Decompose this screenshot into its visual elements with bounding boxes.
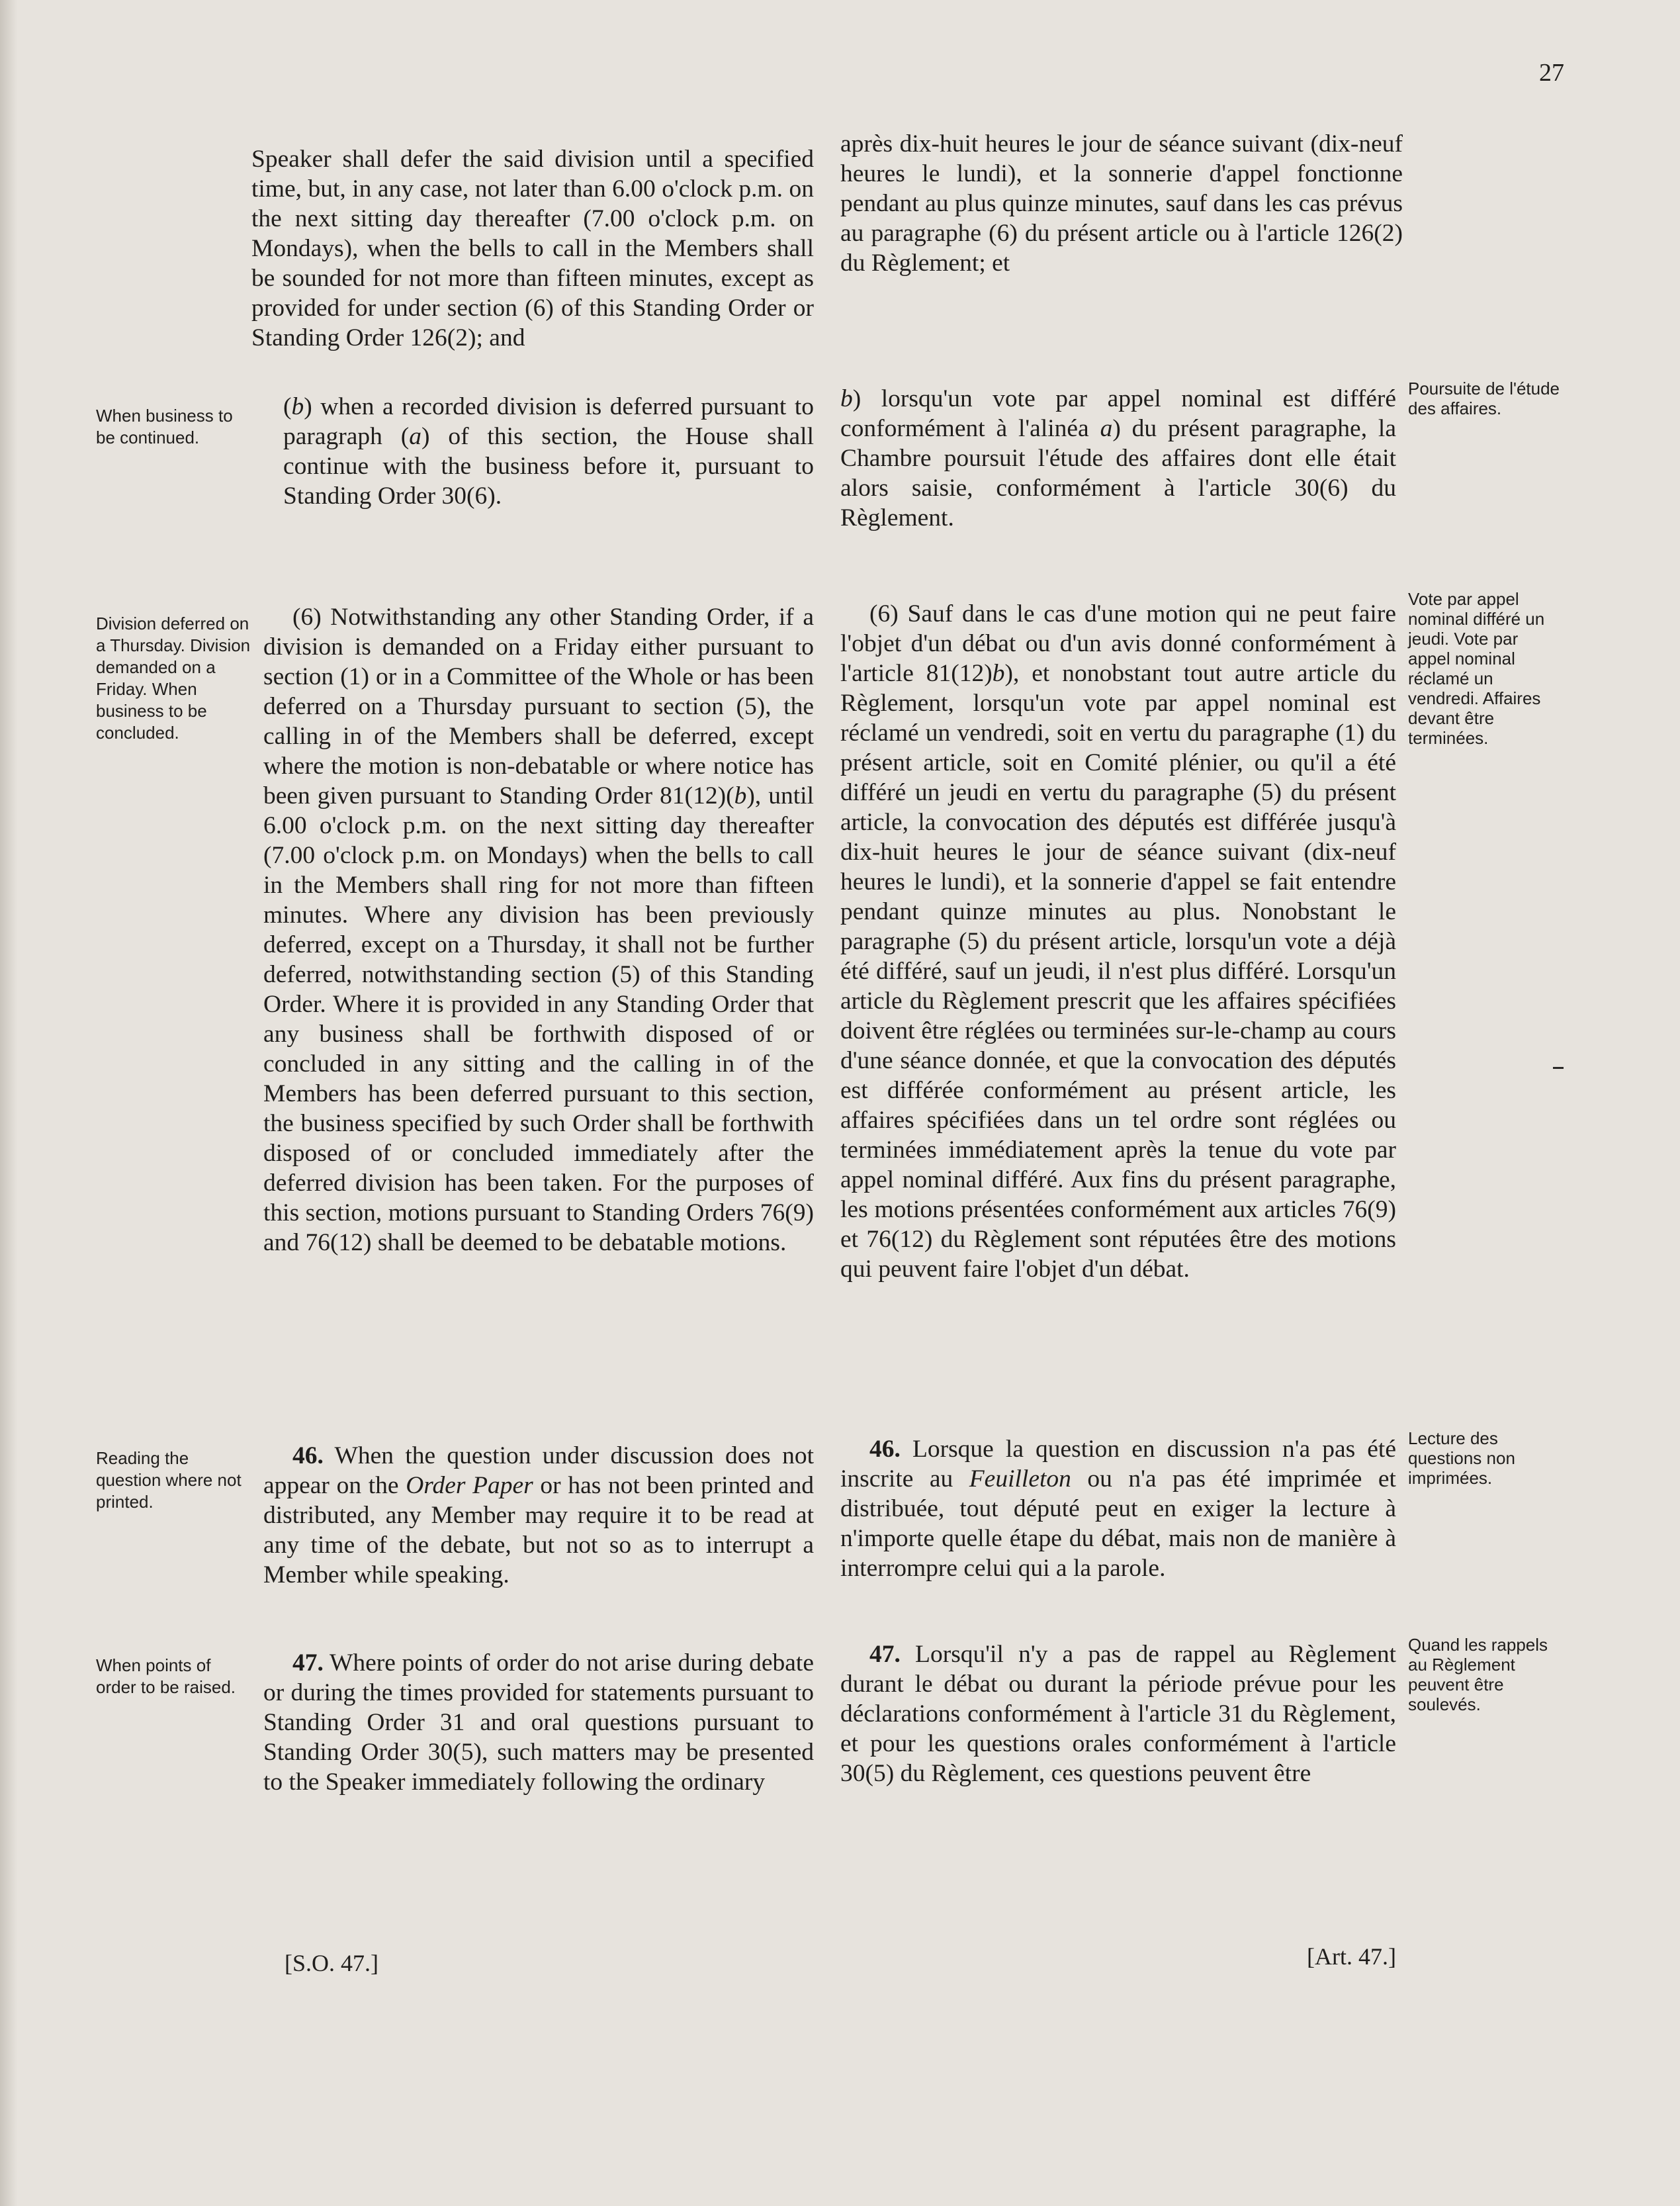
fr-section-6: (6) Sauf dans le cas d'une motion qui ne peut faire l'objet d'un débat ou d'un avis donné conformément à l'article 81(12)b), et nonobstant tout autre article du Règlement, lorsqu'un vote par appel nominal est réclamé un vendredi, soit en vertu du paragraphe (1) du présent article, soit en Comité plénier, ou qu'il a été différé un jeudi en vertu du paragraphe (5) du présent article, la convocation des députés est différée jusqu'à dix-huit heures le jour de séance suivant (dix-neuf heures le lundi), et la sonnerie d'appel se fait entendre pendant quinze minutes au plus. Nonobstant le paragraphe (5) du présent article, lorsqu'un vote a déjà été différé, sauf un jeudi, il n'est plus différé. Lorsqu'un article du Règlement prescrit que les affaires spécifiées doivent être réglées ou terminées sur-le-champ au cours d'une séance donnée, et que la convocation des députés est différée conformément au présent article, les affaires spécifiées dans un tel ordre sont réglées ou terminées immédiatement après la tenue du vote par appel nominal différé. Aux fins du présent paragraphe, les motions présentées conformément aux articles 76(9) et 76(12) du Règlement sont réputées être des motions qui peuvent faire l'objet d'un débat.: [840, 600, 1396, 1283]
fr-para-a-continued: après dix-huit heures le jour de séance suivant (dix-neuf heures le lundi), et la sonnerie d'appel fonctionne pendant au plus quinze minutes, sauf dans les cas prévus au paragraphe (6) du présent article ou à l'article 126(2) du Règlement; et: [840, 130, 1403, 277]
en-para-a-continued: Speaker shall defer the said division until a specified time, but, in any case, not later than 6.00 o'clock p.m. on the next sitting day thereafter (7.00 o'clock p.m. on Mondays), when the bells to call in the Members shall be sounded for not more than fifteen minutes, except as provided for under section (6) of this Standing Order or Standing Order 126(2); and: [251, 146, 814, 351]
page-number: 27: [1539, 59, 1564, 87]
side-note-points-of-order: When points of order to be raised.: [96, 1655, 236, 1697]
en-section-6: (6) Notwithstanding any other Standing Order, if a division is demanded on a Friday either pursuant to section (1) or in a Committee of the Whole or has been deferred on a Thursday pursuant to section (5), the calling in of the Members shall be deferred, except where the motion is non-debatable or where notice has been given pursuant to Standing Order 81(12)(b), until 6.00 o'clock p.m. on the next sitting day thereafter (7.00 o'clock p.m. on Mondays) when the bells to call in the Members shall ring for not more than fifteen minutes. Where any division has been previously deferred, except on a Thursday, it shall not be further deferred, notwithstanding section (5) of this Standing Order. Where it is provided in any Standing Order that any business shall be forthwith disposed of or concluded in any sitting and the calling in of the Members has been deferred pursuant to this section, the business specified by such Order shall be forthwith disposed of or concluded immediately after the deferred division has been taken. For the purposes of this section, motions pursuant to Standing Orders 76(9) and 76(12) shall be deemed to be debatable motions.: [263, 604, 815, 1256]
side-note-business-continued: When business to be continued.: [96, 406, 233, 447]
page-edge-shadow: [0, 0, 17, 2206]
en-standing-order-46: 46. When the question under discussion does not appear on the Order Paper or has not been printed and distributed, any Member may require it to be read at any time of the debate, but not so as to interrupt a Member while speaking.: [263, 1442, 815, 1588]
side-note-reading-question: Reading the question where not printed.: [96, 1448, 242, 1512]
fr-article-46: 46. Lorsque la question en discussion n'a pas été inscrite au Feuilleton ou n'a pas été imprimée et distribuée, tout député peut en exiger la lecture à n'importe quelle étape du débat, mais non de manière à interrompre celui qui a la parole.: [840, 1436, 1396, 1582]
side-note-lecture: Lecture des questions non imprimées.: [1408, 1428, 1515, 1488]
fr-para-b: b) lorsqu'un vote par appel nominal est différé conformément à l'alinéa a) du présent paragraphe, la Chambre poursuit l'étude des affaires dont elle était alors saisie, conformément à l'article 30(6) du Règlement.: [840, 385, 1396, 531]
side-note-rappels: Quand les rappels au Règlement peuvent être soulevés.: [1408, 1635, 1548, 1714]
fr-article-47: 47. Lorsqu'il n'y a pas de rappel au Règlement durant le débat ou durant la période prévue pour les déclarations conformément à l'article 31 du Règlement, et pour les questions orales conformément à l'article 30(5) du Règlement, ces questions peuvent être: [840, 1641, 1396, 1787]
side-note-vote-appel: Vote par appel nominal différé un jeudi. Vote par appel nominal réclamé un vendredi. Affaires devant être terminées.: [1408, 589, 1545, 748]
footer-reference-fr: [Art. 47.]: [1307, 1943, 1396, 1970]
side-note-division-deferred: Division deferred on a Thursday. Division demanded on a Friday. When business to be concluded.: [96, 614, 251, 743]
margin-dash: [1553, 1067, 1564, 1069]
en-standing-order-47: 47. Where points of order do not arise during debate or during the times provided for statements pursuant to Standing Order 31 and oral questions pursuant to Standing Order 30(5), such matters may be presented to the Speaker immediately following the ordinary: [263, 1649, 814, 1796]
footer-reference-en: [S.O. 47.]: [285, 1950, 378, 1976]
en-para-b: (b) when a recorded division is deferred pursuant to paragraph (a) of this section, the House shall continue with the business before it, pursuant to Standing Order 30(6).: [283, 393, 814, 510]
side-note-poursuite: Poursuite de l'étude des affaires.: [1408, 379, 1560, 418]
